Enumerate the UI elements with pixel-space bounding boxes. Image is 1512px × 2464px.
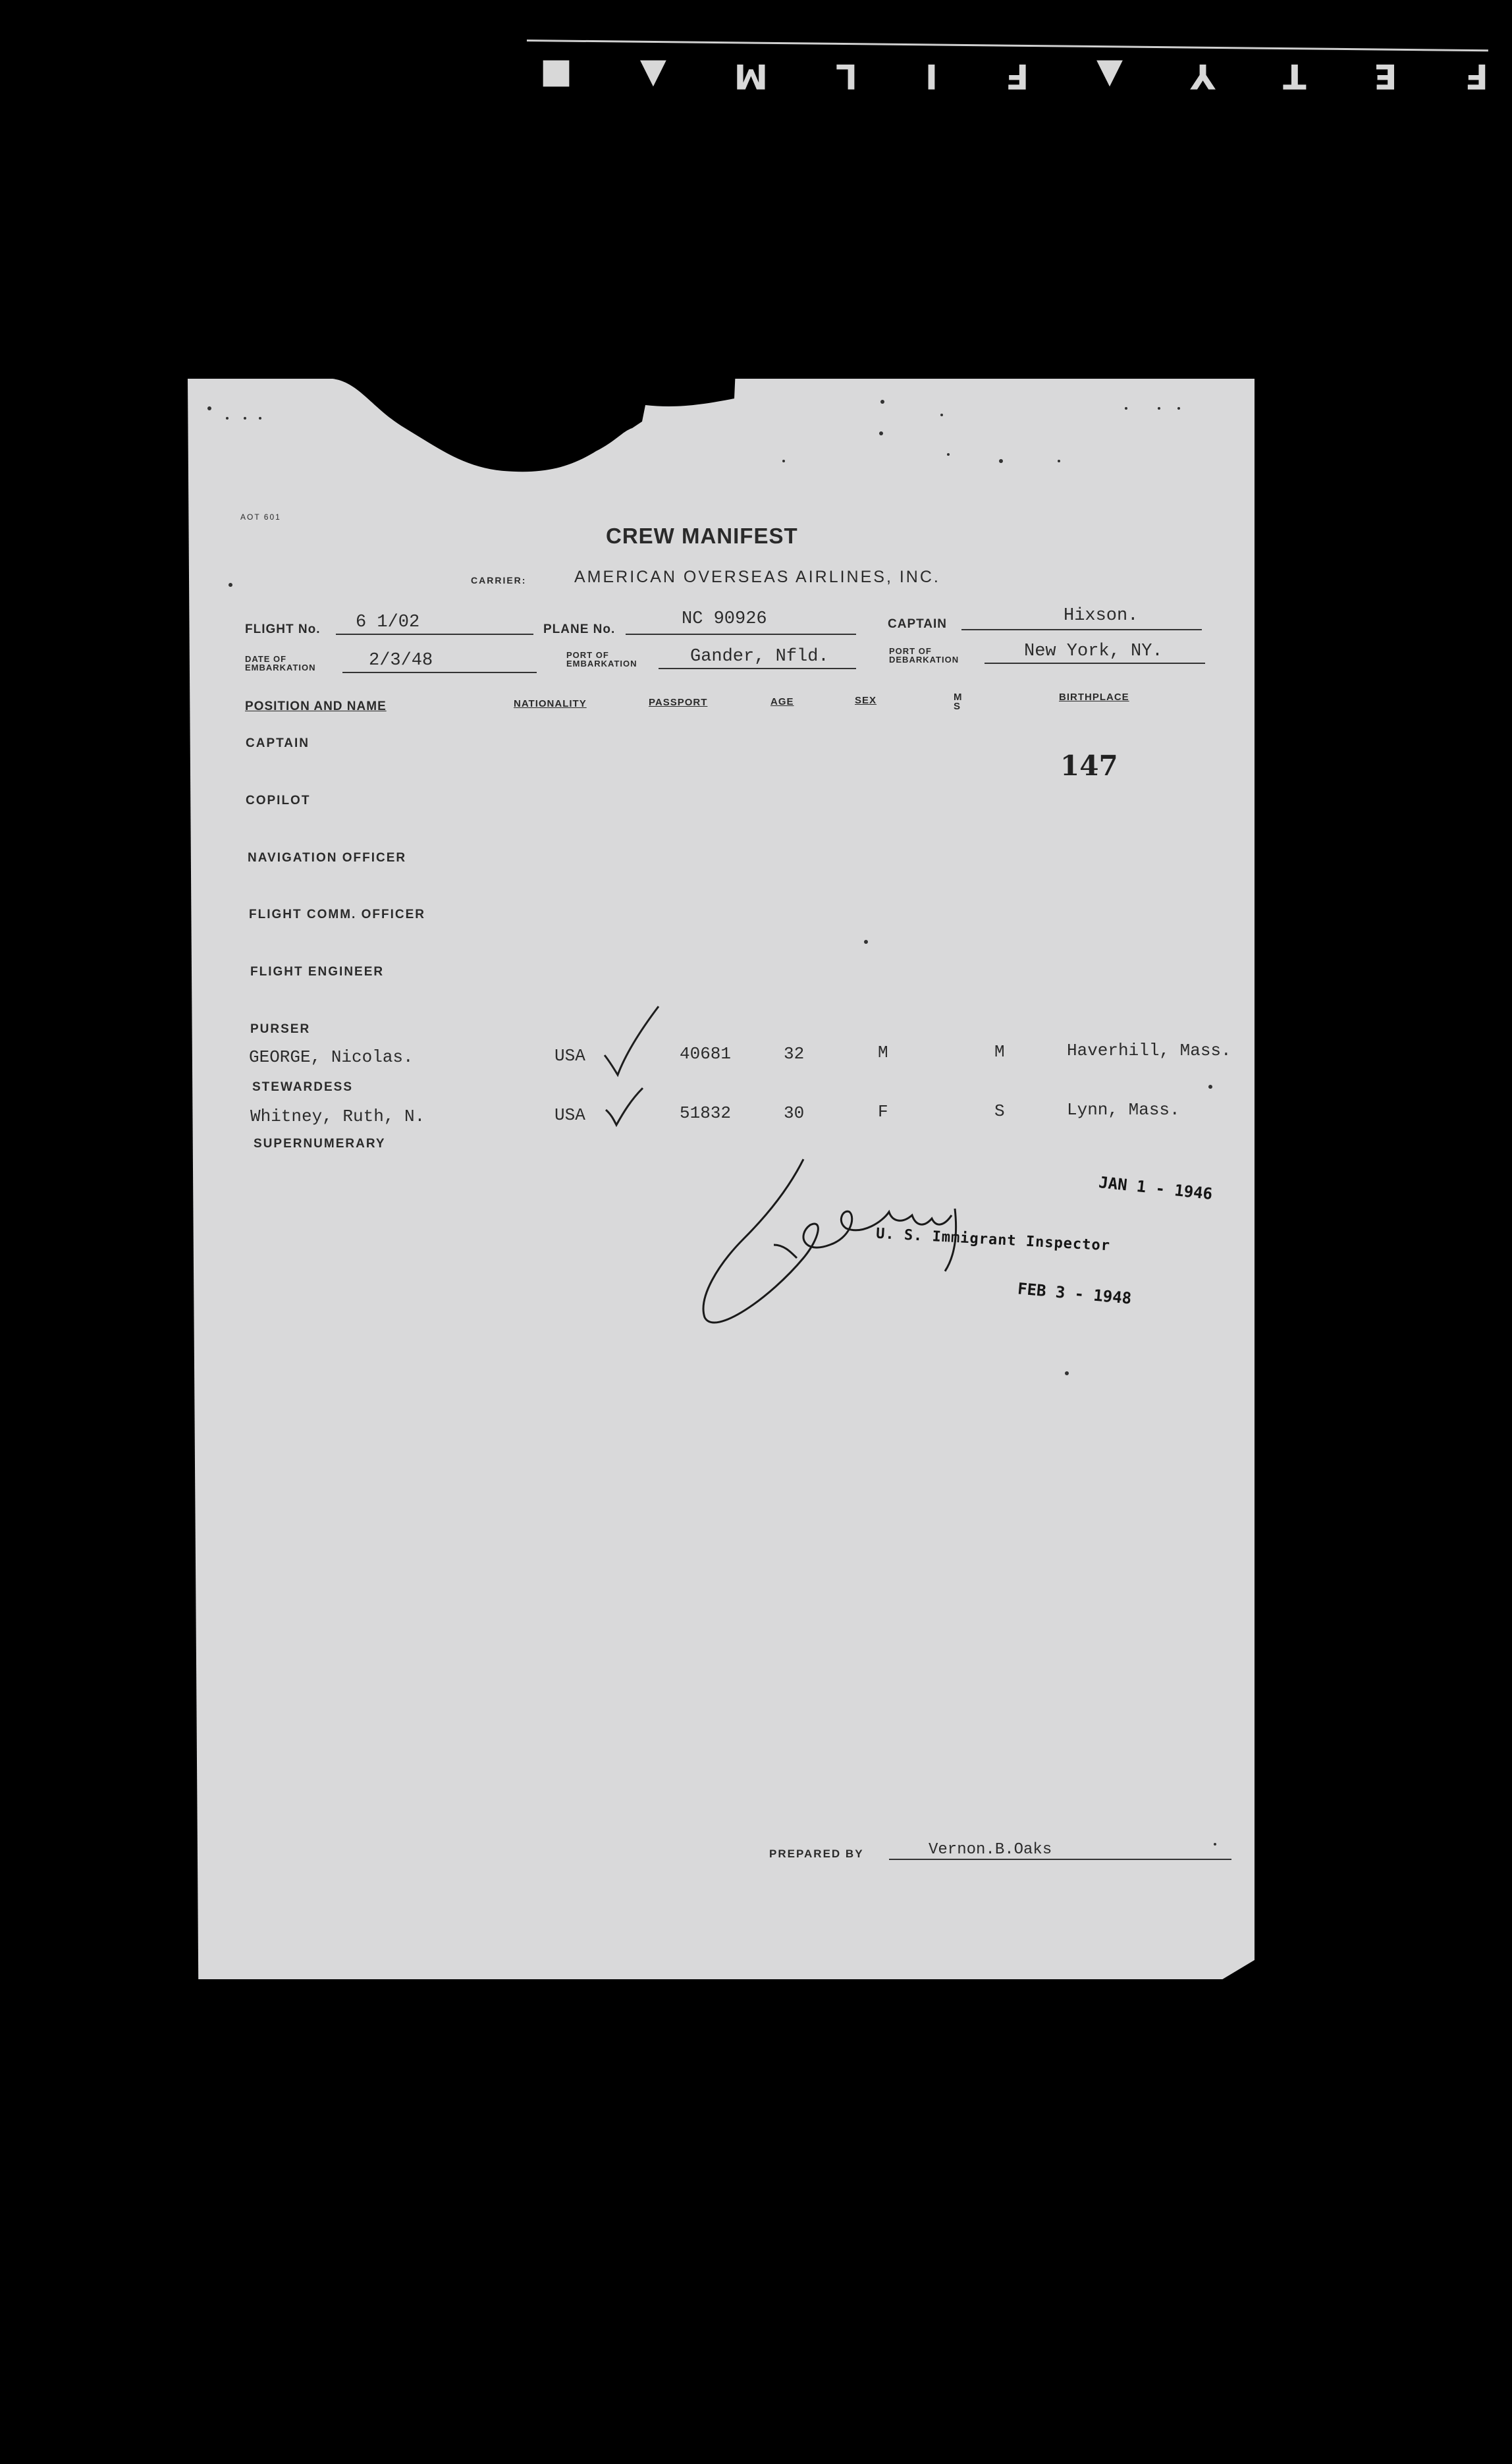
position-purser: PURSER (250, 1022, 311, 1036)
flight-number: 6 1/02 (356, 613, 420, 632)
embarkation-date: 2/3/48 (369, 651, 433, 671)
position-engineer: FLIGHT ENGINEER (250, 965, 385, 979)
film-letter: M (734, 56, 769, 96)
plane-number: NC 90926 (682, 609, 767, 629)
crew-age: 30 (784, 1103, 805, 1123)
position-captain: CAPTAIN (246, 736, 310, 750)
flight-label: FLIGHT No. (245, 622, 321, 636)
port-embarkation-label: PORT OF EMBARKATION (566, 650, 637, 669)
crew-marital: M (994, 1042, 1005, 1062)
page-title: CREW MANIFEST (606, 524, 798, 548)
crew-name: GEORGE, Nicolas. (249, 1047, 414, 1067)
captain-name: Hixson. (1064, 606, 1139, 626)
film-letter: L (835, 56, 858, 96)
plane-label: PLANE No. (543, 622, 616, 636)
film-letter: ■ (540, 56, 573, 96)
form-code: AOT 601 (240, 512, 281, 522)
crew-nationality: USA (554, 1046, 585, 1066)
date-stamp-1: JAN 1 - 1946 (1098, 1173, 1214, 1203)
crew-passport: 40681 (680, 1044, 732, 1064)
prepared-name: Vernon.B.Oaks (929, 1841, 1052, 1859)
crew-sex: M (878, 1043, 888, 1062)
col-age: AGE (770, 696, 794, 707)
col-birthplace: BIRTHPLACE (1059, 692, 1129, 703)
torn-edge (333, 369, 741, 487)
inspector-stamp: U. S. Immigrant Inspector (875, 1225, 1111, 1255)
film-letter: I (925, 56, 938, 96)
crew-name: Whitney, Ruth, N. (250, 1107, 425, 1126)
port-debarkation: New York, NY. (1024, 642, 1163, 661)
check-marks (593, 1001, 672, 1133)
col-marital: M S (954, 692, 963, 712)
crew-age: 32 (784, 1044, 805, 1064)
port-embarkation: Gander, Nfld. (690, 647, 829, 667)
col-sex: SEX (855, 695, 877, 706)
film-letter: ▲ (1096, 56, 1123, 96)
film-strip-lettering (540, 53, 1488, 99)
prepared-label: PREPARED BY (769, 1848, 864, 1860)
position-navigation: NAVIGATION OFFICER (248, 851, 407, 865)
film-letter: Y (1190, 56, 1216, 96)
position-stewardess: STEWARDESS (252, 1080, 354, 1094)
film-letter: T (1283, 56, 1307, 96)
date-label: DATE OF EMBARKATION (245, 654, 316, 672)
col-position: POSITION AND NAME (245, 699, 387, 713)
col-nationality: NATIONALITY (514, 698, 587, 709)
crew-marital: S (994, 1101, 1005, 1121)
position-comm: FLIGHT COMM. OFFICER (249, 908, 425, 921)
port-debarkation-label: PORT OF DEBARKATION (889, 646, 959, 665)
captain-label: CAPTAIN (888, 617, 948, 631)
page-number: 147 (1060, 750, 1118, 782)
date-stamp-2: FEB 3 - 1948 (1017, 1279, 1133, 1308)
position-copilot: COPILOT (246, 794, 311, 808)
crew-birthplace: Lynn, Mass. (1067, 1100, 1180, 1120)
crew-birthplace: Haverhill, Mass. (1067, 1041, 1231, 1060)
crew-sex: F (878, 1102, 888, 1122)
crew-nationality: USA (554, 1105, 585, 1125)
film-letter: F (1005, 56, 1029, 96)
crew-passport: 51832 (680, 1103, 732, 1123)
film-letter: E (1374, 56, 1397, 96)
col-passport: PASSPORT (649, 697, 708, 708)
film-letter: F (1465, 56, 1488, 96)
film-letter: ▲ (639, 56, 666, 96)
position-supernumerary: SUPERNUMERARY (254, 1137, 386, 1151)
carrier-label: CARRIER: (471, 575, 527, 586)
carrier-value: AMERICAN OVERSEAS AIRLINES, INC. (574, 568, 940, 586)
